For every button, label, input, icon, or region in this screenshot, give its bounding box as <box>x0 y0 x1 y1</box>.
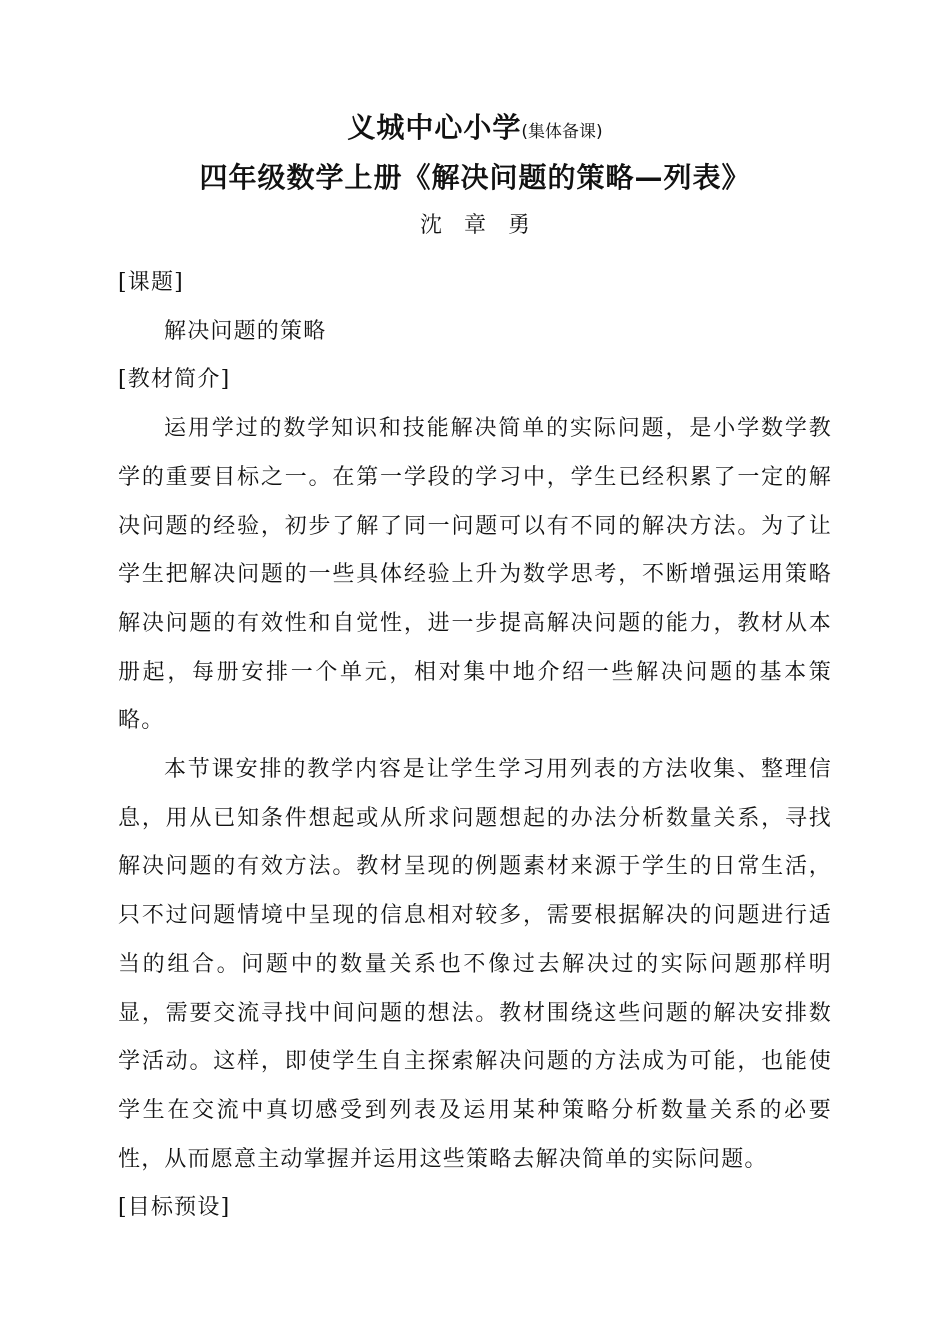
lesson-title: 四年级数学上册《解决问题的策略—列表》 <box>199 161 751 194</box>
school-name: 义城中心小学 <box>347 111 522 144</box>
section-heading-intro: [教材简介] <box>118 367 231 393</box>
author-name: 沈章勇 <box>419 213 552 238</box>
intro-paragraph-1: 运用学过的数学知识和技能解决简单的实际问题，是小学数学教学的重要目标之一。在第一学段的学习中，学生已经积累了一定的解决问题的经验，初步了解了同一问题可以有不同的解决方法。为了让学生把解决问题的一些具体经验上升为数学思考，不断增强运用策略解决问题的有效性和自觉性，进一步提高解决问题的能力，教材从本册起，每册安排一个单元，相对集中地介绍一些解决问题的基本策略。 <box>118 416 832 734</box>
section-heading-goals: [目标预设] <box>118 1195 231 1221</box>
school-title <box>0 110 950 150</box>
topic-text: 解决问题的策略 <box>164 318 327 344</box>
document-body <box>118 259 832 1233</box>
lesson-type-note: (集体备课) <box>521 122 603 142</box>
intro-paragraph-2: 本节课安排的教学内容是让学生学习用列表的方法收集、整理信息，用从已知条件想起或从所求问题想起的办法分析数量关系，寻找解决问题的有效方法。教材呈现的例题素材来源于学生的日常生活，只不过问题情境中呈现的信息相对较多，需要根据解决的问题进行适当的组合。问题中的数量关系也不像过去解决过的实际问题那样明显，需要交流寻找中间问题的想法。教材围绕这些问题的解决安排数学活动。这样，即使学生自主探索解决问题的方法成为可能，也能使学生在交流中真切感受到列表及运用某种策略分析数量关系的必要性，从而愿意主动掌握并运用这些策略去解决简单的实际问题。 <box>118 757 832 1172</box>
section-heading-topic: [课题] <box>118 270 184 295</box>
